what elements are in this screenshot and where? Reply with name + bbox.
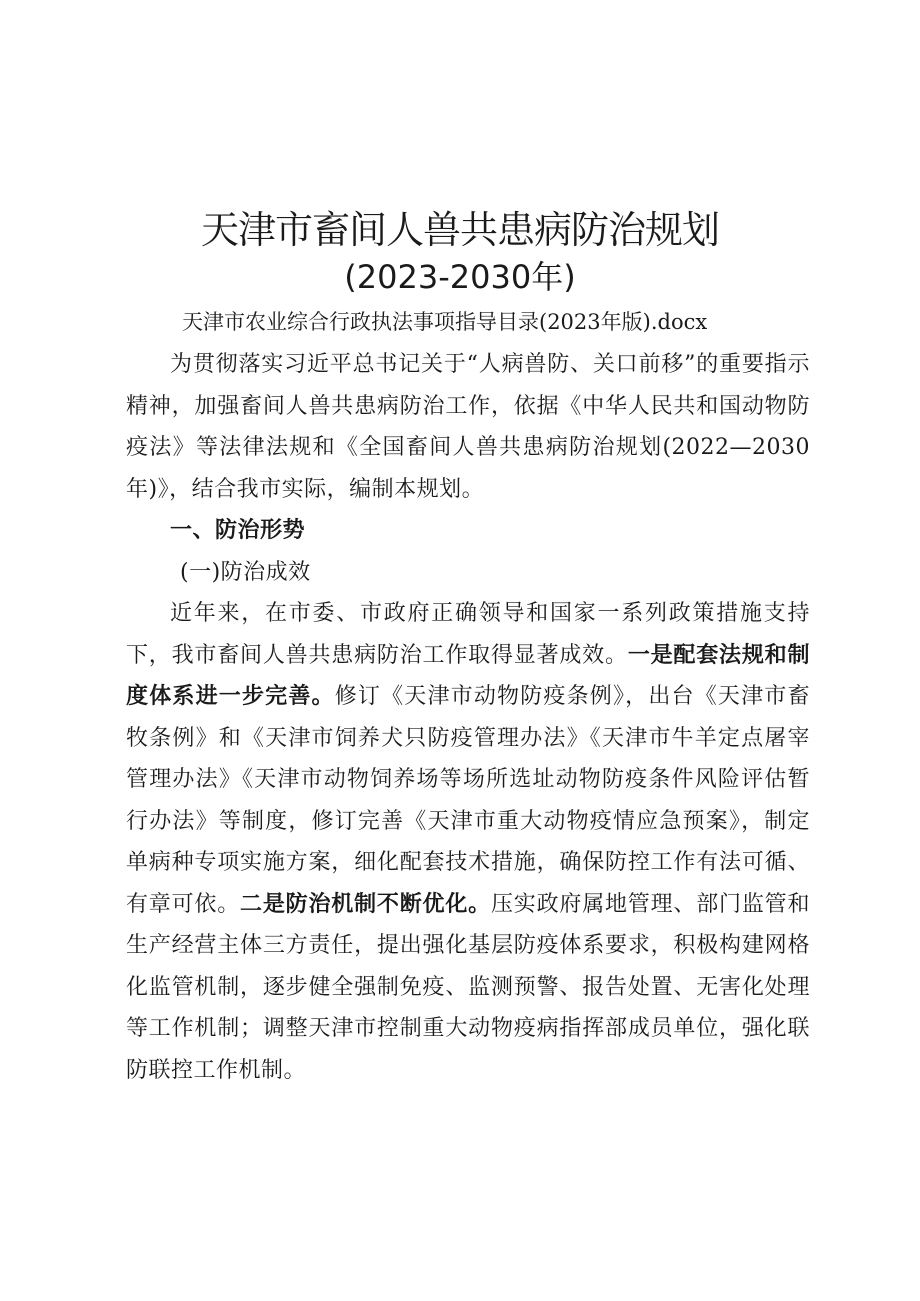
document-body	[126, 344, 810, 1091]
point-one-text: 修订《天津市动物防疫条例》，出台《天津市畜牧条例》和《天津市饲养犬只防疫管理办法》《天津市牛羊定点屠宰管理办法》《天津市动物饲养场等场所选址动物防疫条件风险评估暂行办法》等制度，修订完善《天津市重大动物疫情应急预案》，制定单病种专项实施方案，细化配套技术措施，确保防控工作有法可循、有章可依。	[126, 684, 810, 917]
achievements-paragraph	[126, 593, 810, 1091]
point-two-text: 压实政府属地管理、部门监管和生产经营主体三方责任，提出强化基层防疫体系要求，积极构建网格化监管机制，逐步健全强制免疫、监测预警、报告处置、无害化处理等工作机制；调整天津市控制重大动物疫病指挥部成员单位，强化联防联控工作机制。	[126, 891, 810, 1083]
subsection-heading: (一)防治成效	[180, 559, 311, 585]
intro-paragraph: 为贯彻落实习近平总书记关于“人病兽防、关口前移”的重要指示精神，加强畜间人兽共患病防治工作，依据《中华人民共和国动物防疫法》等法律法规和《全国畜间人兽共患病防治规划(2022—2030年)》，结合我市实际，编制本规划。	[126, 352, 810, 502]
paragraph-lead-text: 近年来，在市委、市政府正确领导和国家一系列政策措施支持下，我市畜间人兽共患病防治工作取得显著成效。	[126, 601, 810, 668]
bold-point-one: 一是配套法规和制度体系进一步完善。	[126, 642, 810, 709]
section-heading: 一、防治形势	[170, 518, 306, 543]
document-title: 天津市畜间人兽共患病防治规划	[200, 208, 719, 252]
bold-point-two: 二是防治机制不断优化。	[240, 891, 491, 917]
source-filename: 天津市农业综合行政执法事项指导目录(2023年版).docx	[182, 310, 708, 334]
document-subtitle: (2023-2030年)	[344, 258, 576, 296]
